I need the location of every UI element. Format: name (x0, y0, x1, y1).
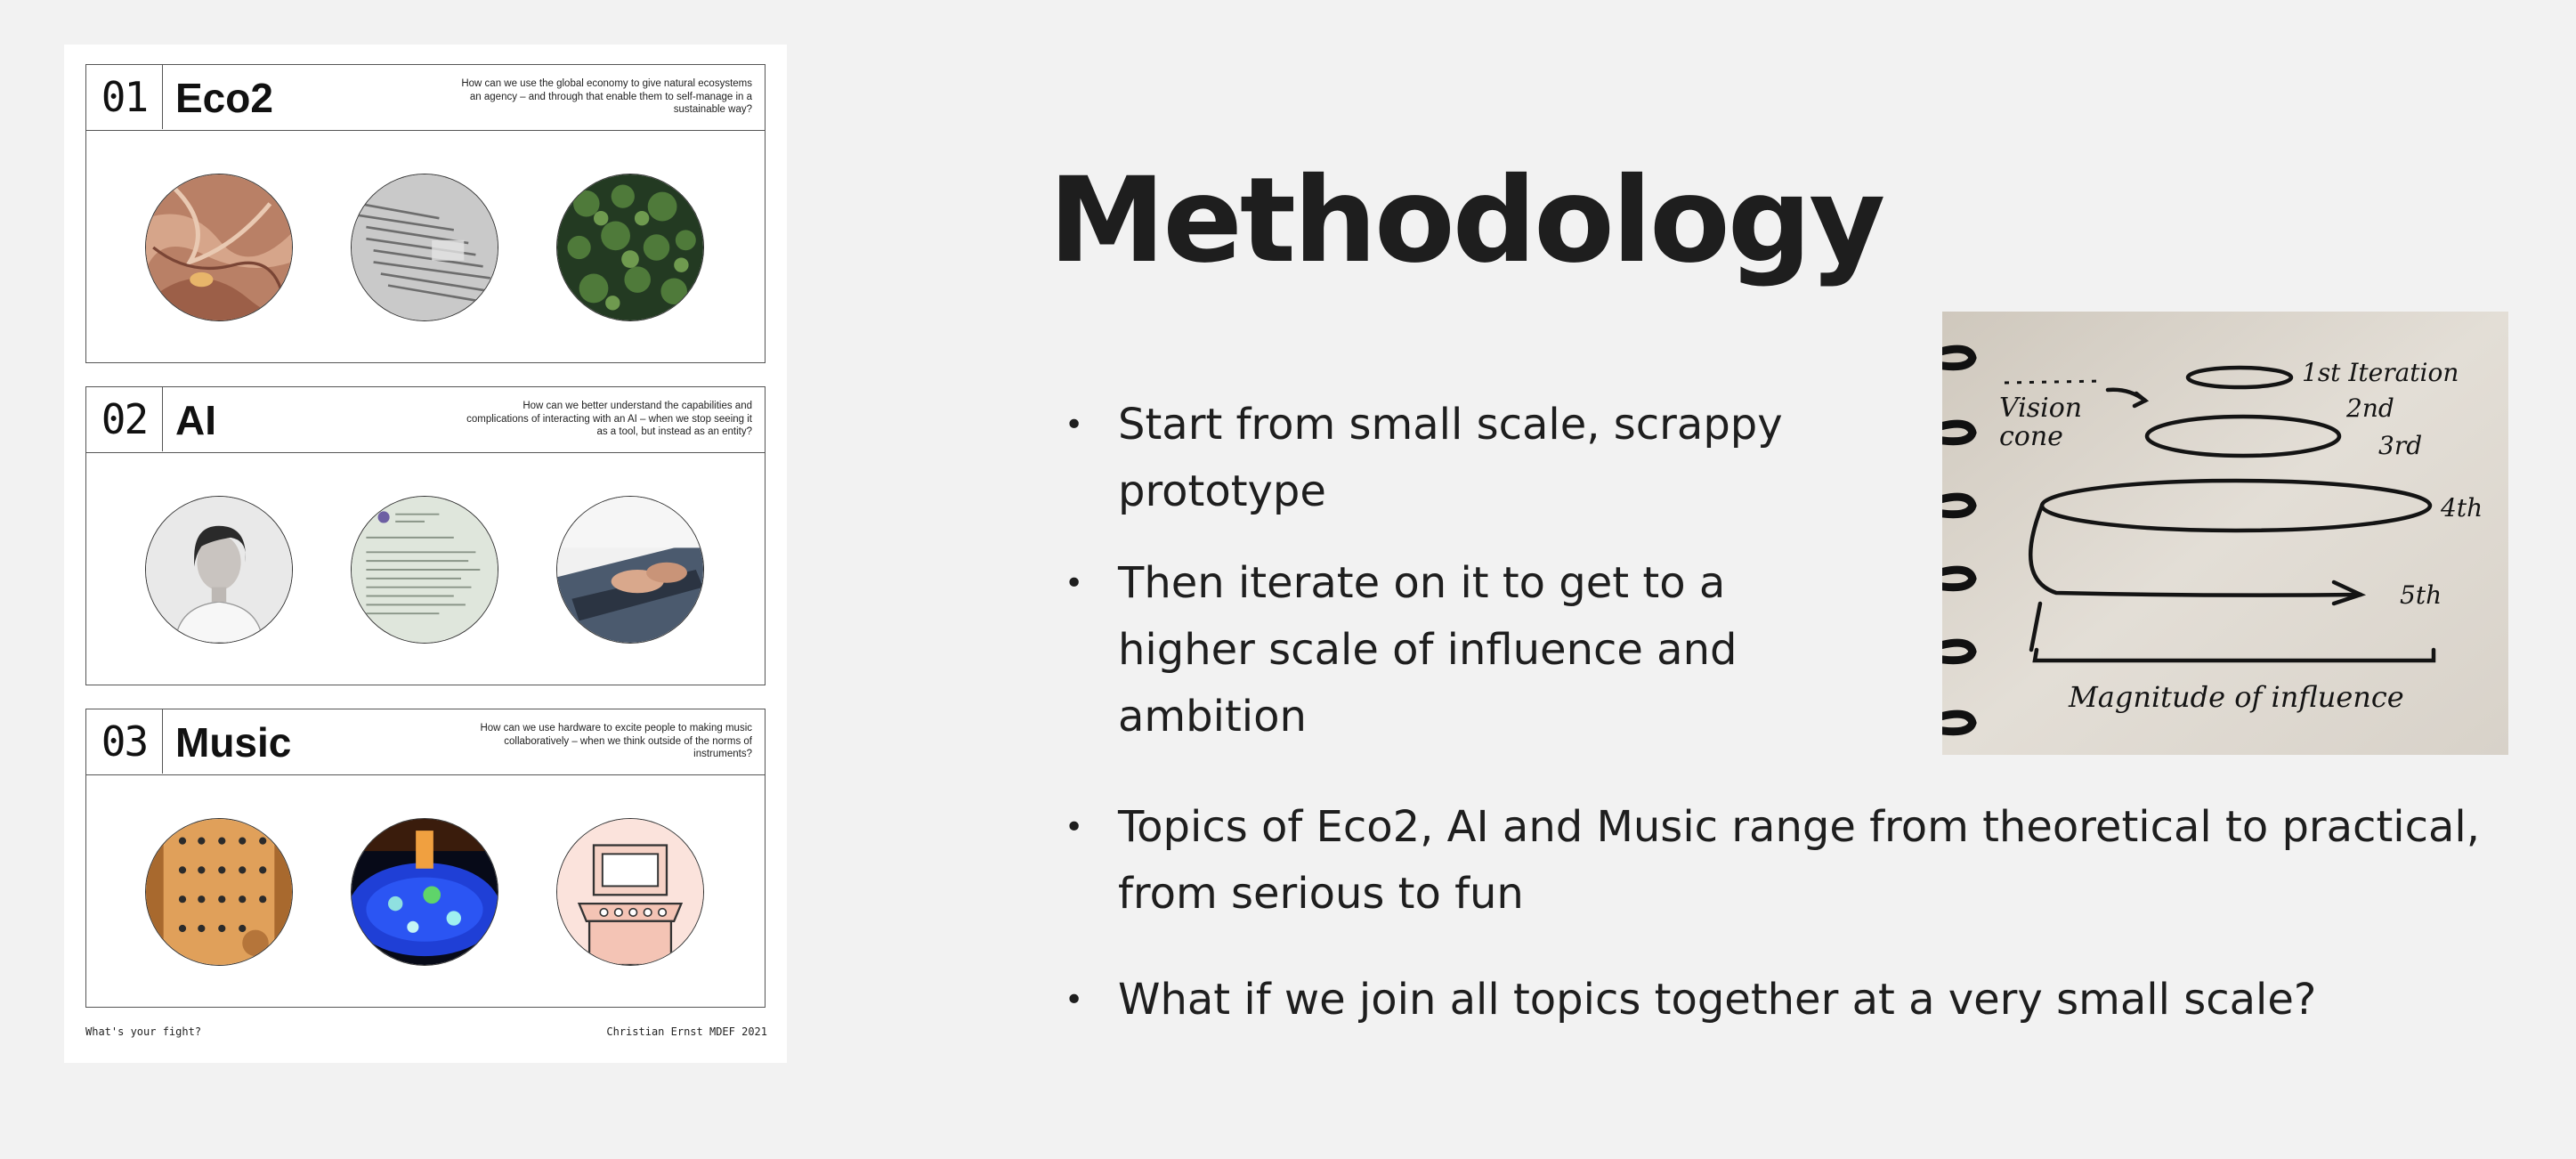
poster-section-eco2 (85, 64, 766, 363)
sketch-label-iteration-5: 5th (2400, 580, 2442, 610)
bullet-item: • Then iterate on it to get to a higher scale of influence and ambition (1065, 550, 1830, 750)
section-number: 03 (86, 709, 163, 774)
section-question: How can we use hardware to excite people to making music collaboratively – when we think outside of the norms of instruments? (480, 723, 752, 759)
section-question: How can we better understand the capabilities and complications of interacting with an AI – when we stop seeing it as a tool, but instead as an entity? (466, 401, 752, 437)
forest-aerial-photo (556, 174, 704, 321)
section-header (86, 65, 765, 131)
sketch-label-iteration-2: 2nd (2346, 393, 2394, 423)
poster-footer-left: What's your fight? (85, 1025, 202, 1038)
modular-synth-photo (145, 818, 293, 966)
portrait-photo (145, 496, 293, 644)
sketch-label-iteration-1: 1st Iteration (2302, 358, 2459, 387)
sketch-label-iteration-4: 4th (2441, 493, 2483, 523)
sketch-label-cone: cone (1999, 421, 2063, 452)
sketch-label-vision: Vision (1999, 393, 2083, 424)
arcade-machine-illustration (556, 818, 704, 966)
ai-chat-screenshot (351, 496, 498, 644)
slide-title: Methodology (1049, 152, 1883, 289)
financial-table-photo (351, 174, 498, 321)
sketch-label-iteration-3: 3rd (2378, 431, 2423, 460)
poster-section-ai (85, 386, 766, 685)
sketch-label-axis: Magnitude of influence (2069, 680, 2404, 714)
bullet-item: • What if we join all topics together at a very small scale? (1065, 967, 2524, 1033)
poster-image (64, 45, 787, 1063)
section-header (86, 387, 765, 453)
section-title: Eco2 (175, 75, 273, 121)
laptop-typing-photo (556, 496, 704, 644)
notebook-sketch-photo (1942, 312, 2508, 755)
section-title: Music (175, 719, 292, 766)
quarry-aerial-photo (145, 174, 293, 321)
section-header (86, 709, 765, 775)
bullet-item: • Start from small scale, scrappy prototype (1065, 392, 1830, 525)
section-question: How can we use the global economy to give natural ecosystems an agency – and through that enable them to self-manage in a sustainable way? (461, 78, 752, 115)
section-number: 01 (86, 65, 163, 129)
reactable-photo (351, 818, 498, 966)
bullet-item: • Topics of Eco2, AI and Music range from theoretical to practical, from serious to fun (1065, 794, 2524, 928)
section-title: AI (175, 397, 216, 443)
poster-footer-right: Christian Ernst MDEF 2021 (606, 1025, 767, 1038)
poster-section-music (85, 709, 766, 1008)
section-number: 02 (86, 387, 163, 451)
